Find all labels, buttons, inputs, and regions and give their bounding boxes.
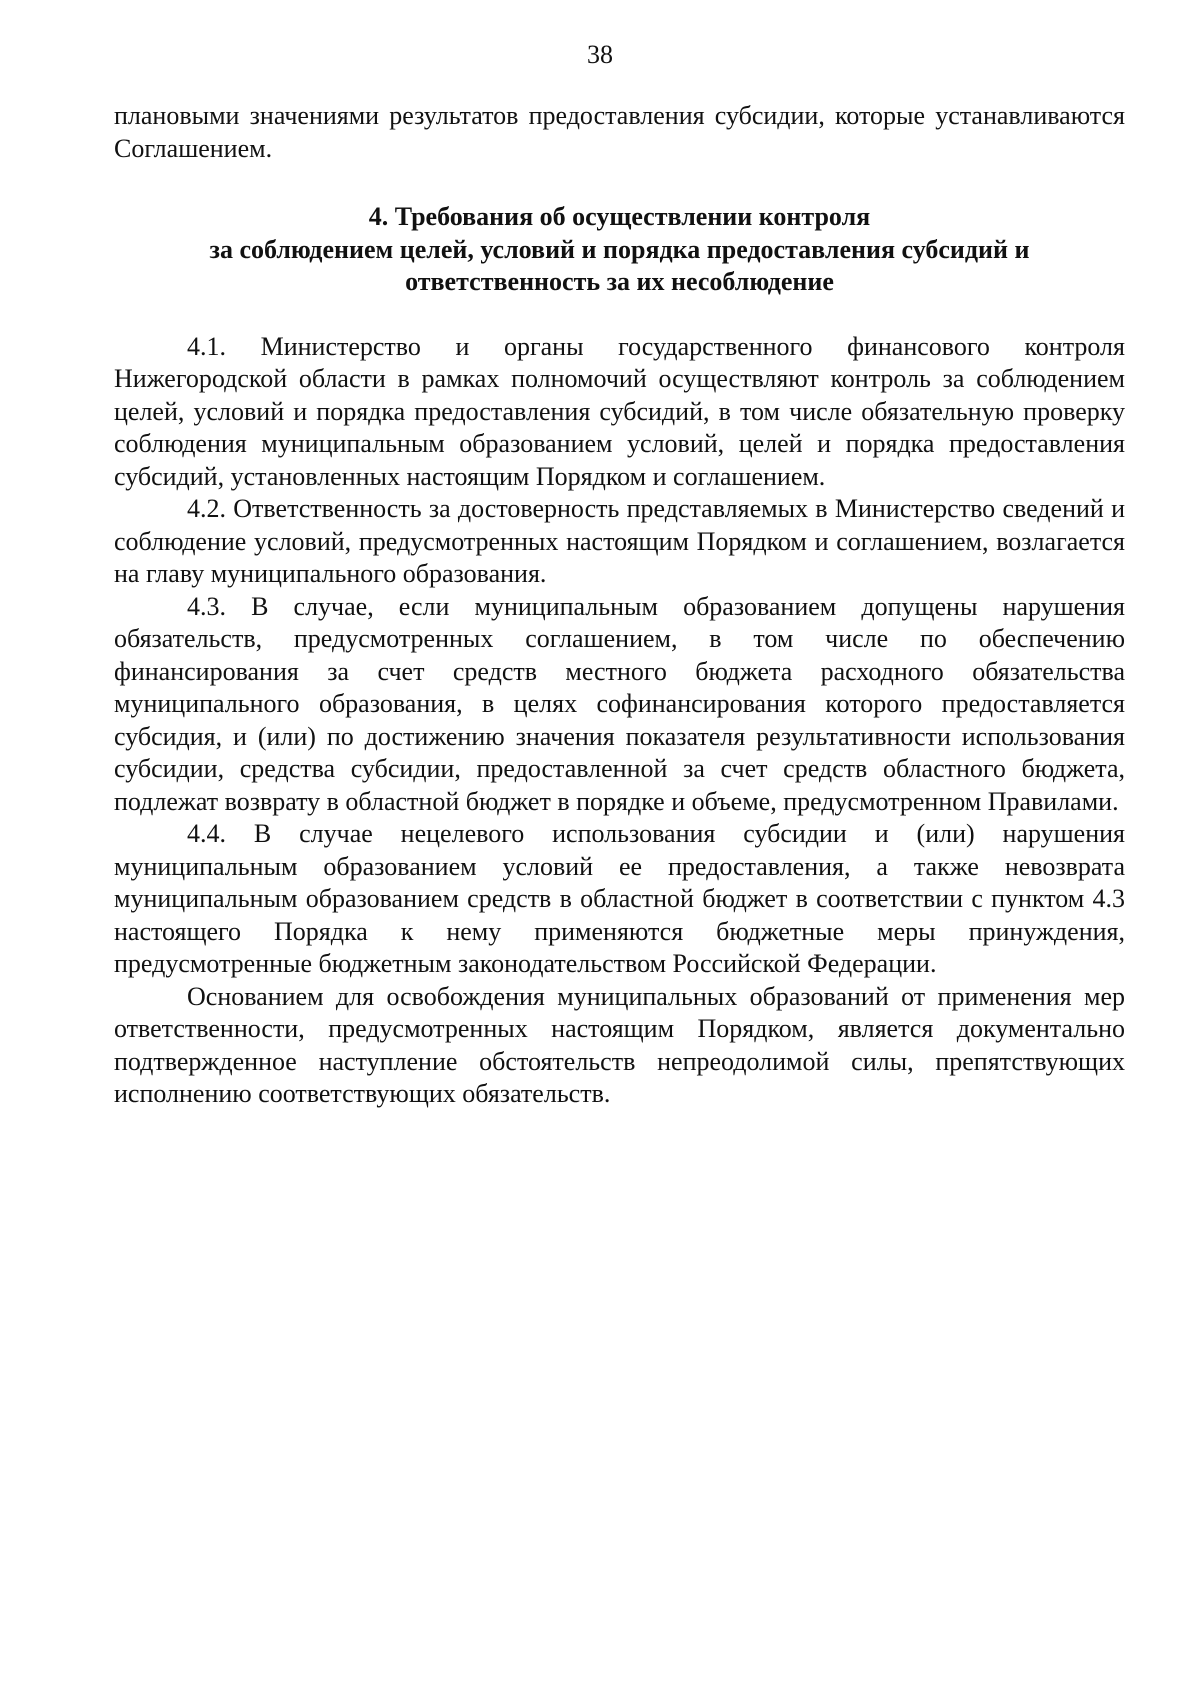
document-body xyxy=(114,100,1125,1111)
section-heading xyxy=(114,201,1125,299)
paragraph-4-2: 4.2. Ответственность за достоверность представляемых в Министерство сведений и соблюдение условий, предусмотренных настоящим Порядком и соглашением, возлагается на главу муниципального образования. xyxy=(114,494,1125,588)
intro-paragraph: плановыми значениями результатов предоставления субсидии, которые устанавливаются Соглашением. xyxy=(114,101,1125,163)
section-heading-line-1: 4. Требования об осуществлении контроля xyxy=(368,202,871,231)
paragraph-4-4: 4.4. В случае нецелевого использования субсидии и (или) нарушения муниципальным образованием условий ее предоставления, а также невозврата муниципальным образованием средств в областной бюджет в соответствии с пунктом 4.3 настоящего Порядка к нему применяются бюджетные меры принуждения, предусмотренные бюджетным законодательством Российской Федерации. xyxy=(114,819,1125,978)
paragraph-exemption: Основанием для освобождения муниципальных образований от применения мер ответственности, предусмотренных настоящим Порядком, является документально подтвержденное наступление обстоятельств непреодолимой силы, препятствующих исполнению соответствующих обязательств. xyxy=(114,981,1125,1108)
page-number: 38 xyxy=(587,40,613,69)
section-heading-line-2: за соблюдением целей, условий и порядка предоставления субсидий и xyxy=(209,234,1030,264)
paragraph-4-3: 4.3. В случае, если муниципальным образованием допущены нарушения обязательств, предусмотренных соглашением, в том числе по обеспечению финансирования за счет средств местного бюджета расходного обязательства муниципального образования, в целях софинансирования которого предоставляется субсидия, и (или) по достижению значения показателя результативности использования субсидии, средства субсидии, предоставленной за счет средств областного бюджета, подлежат возврату в областной бюджет в порядке и объеме, предусмотренном Правилами. xyxy=(114,591,1125,816)
section-heading-line-3: ответственность за их несоблюдение xyxy=(405,267,834,296)
paragraph-4-1: 4.1. Министерство и органы государственного финансового контроля Нижегородской области в рамках полномочий осуществляют контроль за соблюдением целей, условий и порядка предоставления субсидий, в том числе обязательную проверку соблюдения муниципальным образованием условий, целей и порядка предоставления субсидий, установленных настоящим Порядком и соглашением. xyxy=(114,331,1125,491)
